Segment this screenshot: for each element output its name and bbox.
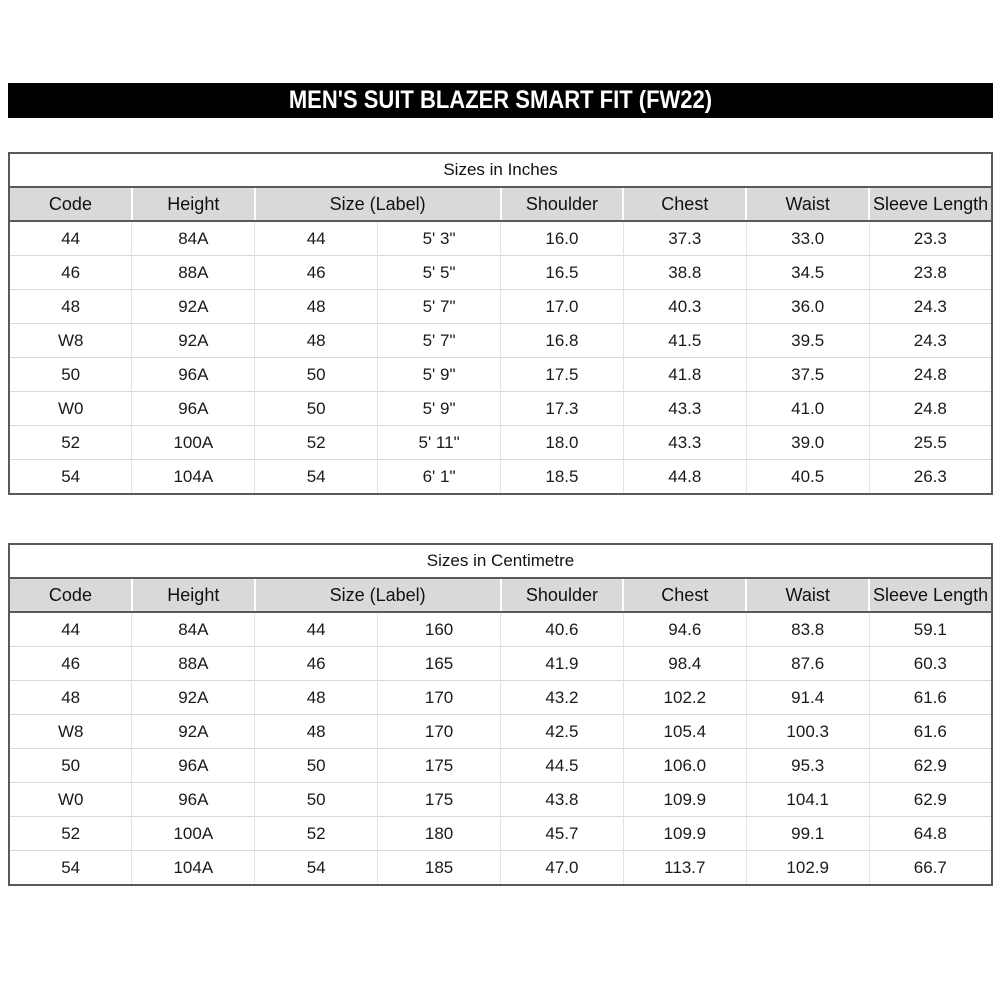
table-cell: 18.5 [501, 460, 624, 495]
column-header: Height [132, 187, 255, 221]
table-cell: 46 [9, 256, 132, 290]
table-cell: 5' 3" [378, 221, 501, 256]
table-cell: 50 [255, 392, 378, 426]
table-cell: 48 [255, 324, 378, 358]
table-cell: 52 [9, 817, 132, 851]
table-cell: 104A [132, 851, 255, 886]
column-header: Shoulder [501, 578, 624, 612]
table-cell: 104.1 [746, 783, 869, 817]
table-cell: 17.3 [501, 392, 624, 426]
table-cell: 24.8 [869, 392, 992, 426]
table-cell: 38.8 [623, 256, 746, 290]
table-cell: 83.8 [746, 612, 869, 647]
table-cell: 52 [255, 426, 378, 460]
table-cell: 5' 11" [378, 426, 501, 460]
table-cell: 48 [255, 290, 378, 324]
table-cell: 36.0 [746, 290, 869, 324]
table-cell: 26.3 [869, 460, 992, 495]
table-cell: 50 [255, 358, 378, 392]
table-row [9, 647, 992, 681]
table-cell: 92A [132, 681, 255, 715]
table-cell: 5' 9" [378, 392, 501, 426]
table-cell: 5' 7" [378, 290, 501, 324]
table-cell: 25.5 [869, 426, 992, 460]
table-cell: 23.3 [869, 221, 992, 256]
table-row [9, 392, 992, 426]
table-cell: 96A [132, 749, 255, 783]
table-header-row [9, 187, 992, 221]
table-cell: 43.2 [501, 681, 624, 715]
column-header: Height [132, 578, 255, 612]
table-row [9, 851, 992, 886]
table-title: Sizes in Centimetre [9, 544, 992, 578]
table-cell: 100A [132, 426, 255, 460]
table-cell: 43.8 [501, 783, 624, 817]
table-cell: 113.7 [623, 851, 746, 886]
table-cell: 95.3 [746, 749, 869, 783]
table-cell: 96A [132, 783, 255, 817]
table-cell: 48 [9, 290, 132, 324]
table-cell: 50 [255, 783, 378, 817]
table-cell: 43.3 [623, 392, 746, 426]
table-cell: 48 [255, 715, 378, 749]
sizes-in-centimetre-table [8, 543, 993, 886]
column-header: Size (Label) [255, 187, 501, 221]
table-cell: 54 [9, 460, 132, 495]
table-cell: 40.5 [746, 460, 869, 495]
table-cell: 50 [9, 749, 132, 783]
table-cell: 96A [132, 358, 255, 392]
table-cell: 46 [255, 647, 378, 681]
table-cell: 175 [378, 749, 501, 783]
table-cell: 24.3 [869, 324, 992, 358]
table-cell: 17.0 [501, 290, 624, 324]
table-cell: 109.9 [623, 817, 746, 851]
table-cell: 6' 1" [378, 460, 501, 495]
column-header: Chest [623, 578, 746, 612]
table-cell: 66.7 [869, 851, 992, 886]
table-cell: 18.0 [501, 426, 624, 460]
table-cell: 94.6 [623, 612, 746, 647]
table-cell: 39.5 [746, 324, 869, 358]
table-cell: 41.5 [623, 324, 746, 358]
table-row [9, 256, 992, 290]
column-header: Chest [623, 187, 746, 221]
table-cell: 106.0 [623, 749, 746, 783]
table-cell: 44 [9, 221, 132, 256]
table-cell: 84A [132, 221, 255, 256]
table-cell: 33.0 [746, 221, 869, 256]
table-cell: 100A [132, 817, 255, 851]
table-cell: 41.0 [746, 392, 869, 426]
table-row [9, 681, 992, 715]
table-cell: 102.9 [746, 851, 869, 886]
table-cell: 37.5 [746, 358, 869, 392]
table-cell: 92A [132, 715, 255, 749]
chart-title-bar [8, 83, 993, 118]
table-cell: 50 [9, 358, 132, 392]
table-row [9, 460, 992, 495]
sizes-in-inches-table [8, 152, 993, 495]
column-header: Size (Label) [255, 578, 501, 612]
table-cell: 24.3 [869, 290, 992, 324]
table-cell: 42.5 [501, 715, 624, 749]
table-row [9, 221, 992, 256]
table-cell: 99.1 [746, 817, 869, 851]
table-cell: 109.9 [623, 783, 746, 817]
table-row [9, 358, 992, 392]
table-cell: 54 [255, 851, 378, 886]
table-cell: 165 [378, 647, 501, 681]
table-cell: 47.0 [501, 851, 624, 886]
table-cell: 180 [378, 817, 501, 851]
table-cell: 96A [132, 392, 255, 426]
table-cell: 61.6 [869, 715, 992, 749]
table-row [9, 715, 992, 749]
table-cell: 37.3 [623, 221, 746, 256]
table-cell: 160 [378, 612, 501, 647]
table-cell: W8 [9, 715, 132, 749]
table-cell: 87.6 [746, 647, 869, 681]
table-cell: W0 [9, 392, 132, 426]
table-cell: 92A [132, 290, 255, 324]
table-row [9, 290, 992, 324]
table-cell: 45.7 [501, 817, 624, 851]
table-cell: 102.2 [623, 681, 746, 715]
column-header: Code [9, 187, 132, 221]
table-header-row [9, 578, 992, 612]
table-cell: 44.5 [501, 749, 624, 783]
table-title-row [9, 544, 992, 578]
table-cell: 16.8 [501, 324, 624, 358]
table-cell: 88A [132, 256, 255, 290]
table-cell: 16.0 [501, 221, 624, 256]
table-cell: 44 [255, 612, 378, 647]
table-cell: 40.3 [623, 290, 746, 324]
table-cell: 41.9 [501, 647, 624, 681]
table-cell: 54 [255, 460, 378, 495]
table-cell: 52 [9, 426, 132, 460]
table-cell: 105.4 [623, 715, 746, 749]
table-cell: 88A [132, 647, 255, 681]
table-cell: 54 [9, 851, 132, 886]
table-cell: 62.9 [869, 749, 992, 783]
table-row [9, 817, 992, 851]
table-cell: 16.5 [501, 256, 624, 290]
column-header: Sleeve Length [869, 578, 992, 612]
table-row [9, 426, 992, 460]
table-cell: 84A [132, 612, 255, 647]
table-cell: 62.9 [869, 783, 992, 817]
table-cell: W8 [9, 324, 132, 358]
table-row [9, 324, 992, 358]
column-header: Sleeve Length [869, 187, 992, 221]
table-cell: 64.8 [869, 817, 992, 851]
column-header: Shoulder [501, 187, 624, 221]
table-row [9, 783, 992, 817]
table-row [9, 749, 992, 783]
table-cell: 5' 7" [378, 324, 501, 358]
table-cell: 44.8 [623, 460, 746, 495]
table-cell: 24.8 [869, 358, 992, 392]
table-cell: 44 [255, 221, 378, 256]
table-cell: 92A [132, 324, 255, 358]
table-cell: 43.3 [623, 426, 746, 460]
column-header: Code [9, 578, 132, 612]
table-cell: 170 [378, 681, 501, 715]
table-cell: 48 [255, 681, 378, 715]
table-cell: 5' 9" [378, 358, 501, 392]
table-cell: 23.8 [869, 256, 992, 290]
table-title-row [9, 153, 992, 187]
table-cell: 170 [378, 715, 501, 749]
table-cell: 52 [255, 817, 378, 851]
table-cell: W0 [9, 783, 132, 817]
table-cell: 59.1 [869, 612, 992, 647]
table-cell: 46 [9, 647, 132, 681]
table-cell: 5' 5" [378, 256, 501, 290]
table-cell: 60.3 [869, 647, 992, 681]
table-cell: 98.4 [623, 647, 746, 681]
table-title: Sizes in Inches [9, 153, 992, 187]
table-cell: 61.6 [869, 681, 992, 715]
column-header: Waist [746, 578, 869, 612]
table-cell: 91.4 [746, 681, 869, 715]
table-cell: 39.0 [746, 426, 869, 460]
table-cell: 40.6 [501, 612, 624, 647]
table-cell: 175 [378, 783, 501, 817]
column-header: Waist [746, 187, 869, 221]
table-cell: 41.8 [623, 358, 746, 392]
table-cell: 17.5 [501, 358, 624, 392]
table-cell: 34.5 [746, 256, 869, 290]
table-cell: 100.3 [746, 715, 869, 749]
page-title: MEN'S SUIT BLAZER SMART FIT (FW22) [288, 86, 713, 114]
table-cell: 104A [132, 460, 255, 495]
table-cell: 46 [255, 256, 378, 290]
table-cell: 44 [9, 612, 132, 647]
table-cell: 185 [378, 851, 501, 886]
table-cell: 50 [255, 749, 378, 783]
table-cell: 48 [9, 681, 132, 715]
table-row [9, 612, 992, 647]
